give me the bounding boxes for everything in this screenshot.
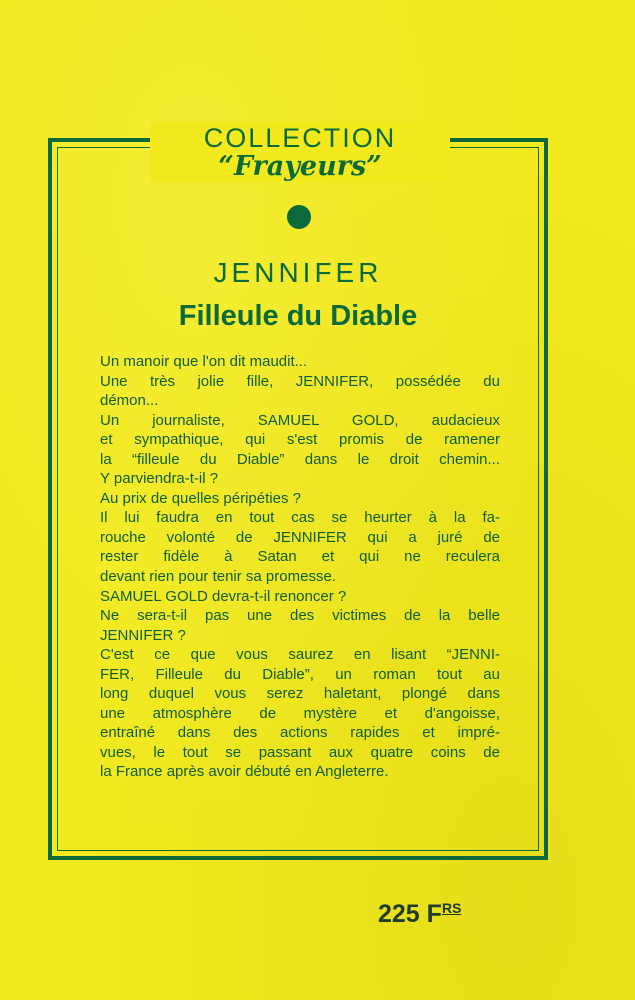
blurb-line: SAMUEL GOLD devra-t-il renoncer ?	[100, 587, 347, 605]
blurb-line: Ne sera-t-il pas une des victimes de la belle	[100, 607, 500, 625]
blurb-line: et sympathique, qui s'est promis de ramener	[100, 431, 500, 449]
blurb-line: vues, le tout se passant aux quatre coins de	[100, 743, 500, 761]
blurb-line: FER, Filleule du Diable”, un roman tout au	[100, 665, 500, 683]
blurb-line: Y parviendra-t-il ?	[100, 470, 219, 488]
blurb-line: JENNIFER ?	[100, 626, 186, 644]
blurb-line: la France après avoir débuté en Angleterre.	[100, 763, 389, 781]
blurb-line: devant rien pour tenir sa promesse.	[100, 568, 336, 586]
collection-label: COLLECTION	[203, 123, 397, 153]
blurb-text	[100, 352, 500, 782]
price-tag	[378, 893, 461, 929]
blurb-line: entraîné dans des actions rapides et impré-	[100, 724, 500, 742]
price-amount: 225	[378, 900, 420, 928]
blurb-line: démon...	[100, 392, 159, 410]
book-title: JENNIFER	[213, 257, 383, 288]
ornament-dot-icon	[287, 205, 311, 229]
blurb-line: la “filleule du Diable” dans le droit chemin...	[100, 450, 500, 468]
series-name: “Frayeurs”	[218, 151, 382, 182]
blurb-line: Il lui faudra en tout cas se heurter à la fa-	[100, 509, 500, 527]
blurb-line: Au prix de quelles péripéties ?	[100, 489, 301, 507]
collection-header	[150, 122, 450, 182]
book-subtitle: Filleule du Diable	[178, 300, 418, 332]
price-unit-superscript: RS	[441, 900, 462, 916]
blurb-line: Un manoir que l'on dit maudit...	[100, 353, 308, 370]
blurb-line: long duquel vous serez haletant, plongé dans	[100, 685, 500, 703]
blurb-line: Un journaliste, SAMUEL GOLD, audacieux	[100, 411, 500, 429]
price-unit: F	[426, 900, 442, 928]
blurb-line: une atmosphère de mystère et d'angoisse,	[100, 704, 500, 722]
blurb-line: rouche volonté de JENNIFER qui a juré de	[100, 528, 500, 546]
blurb-line: rester fidèle à Satan et qui ne reculera	[100, 548, 500, 566]
blurb-line: C'est ce que vous saurez en lisant “JENNI-	[100, 646, 500, 664]
blurb-line: Une très jolie fille, JENNIFER, possédée du	[100, 372, 500, 390]
